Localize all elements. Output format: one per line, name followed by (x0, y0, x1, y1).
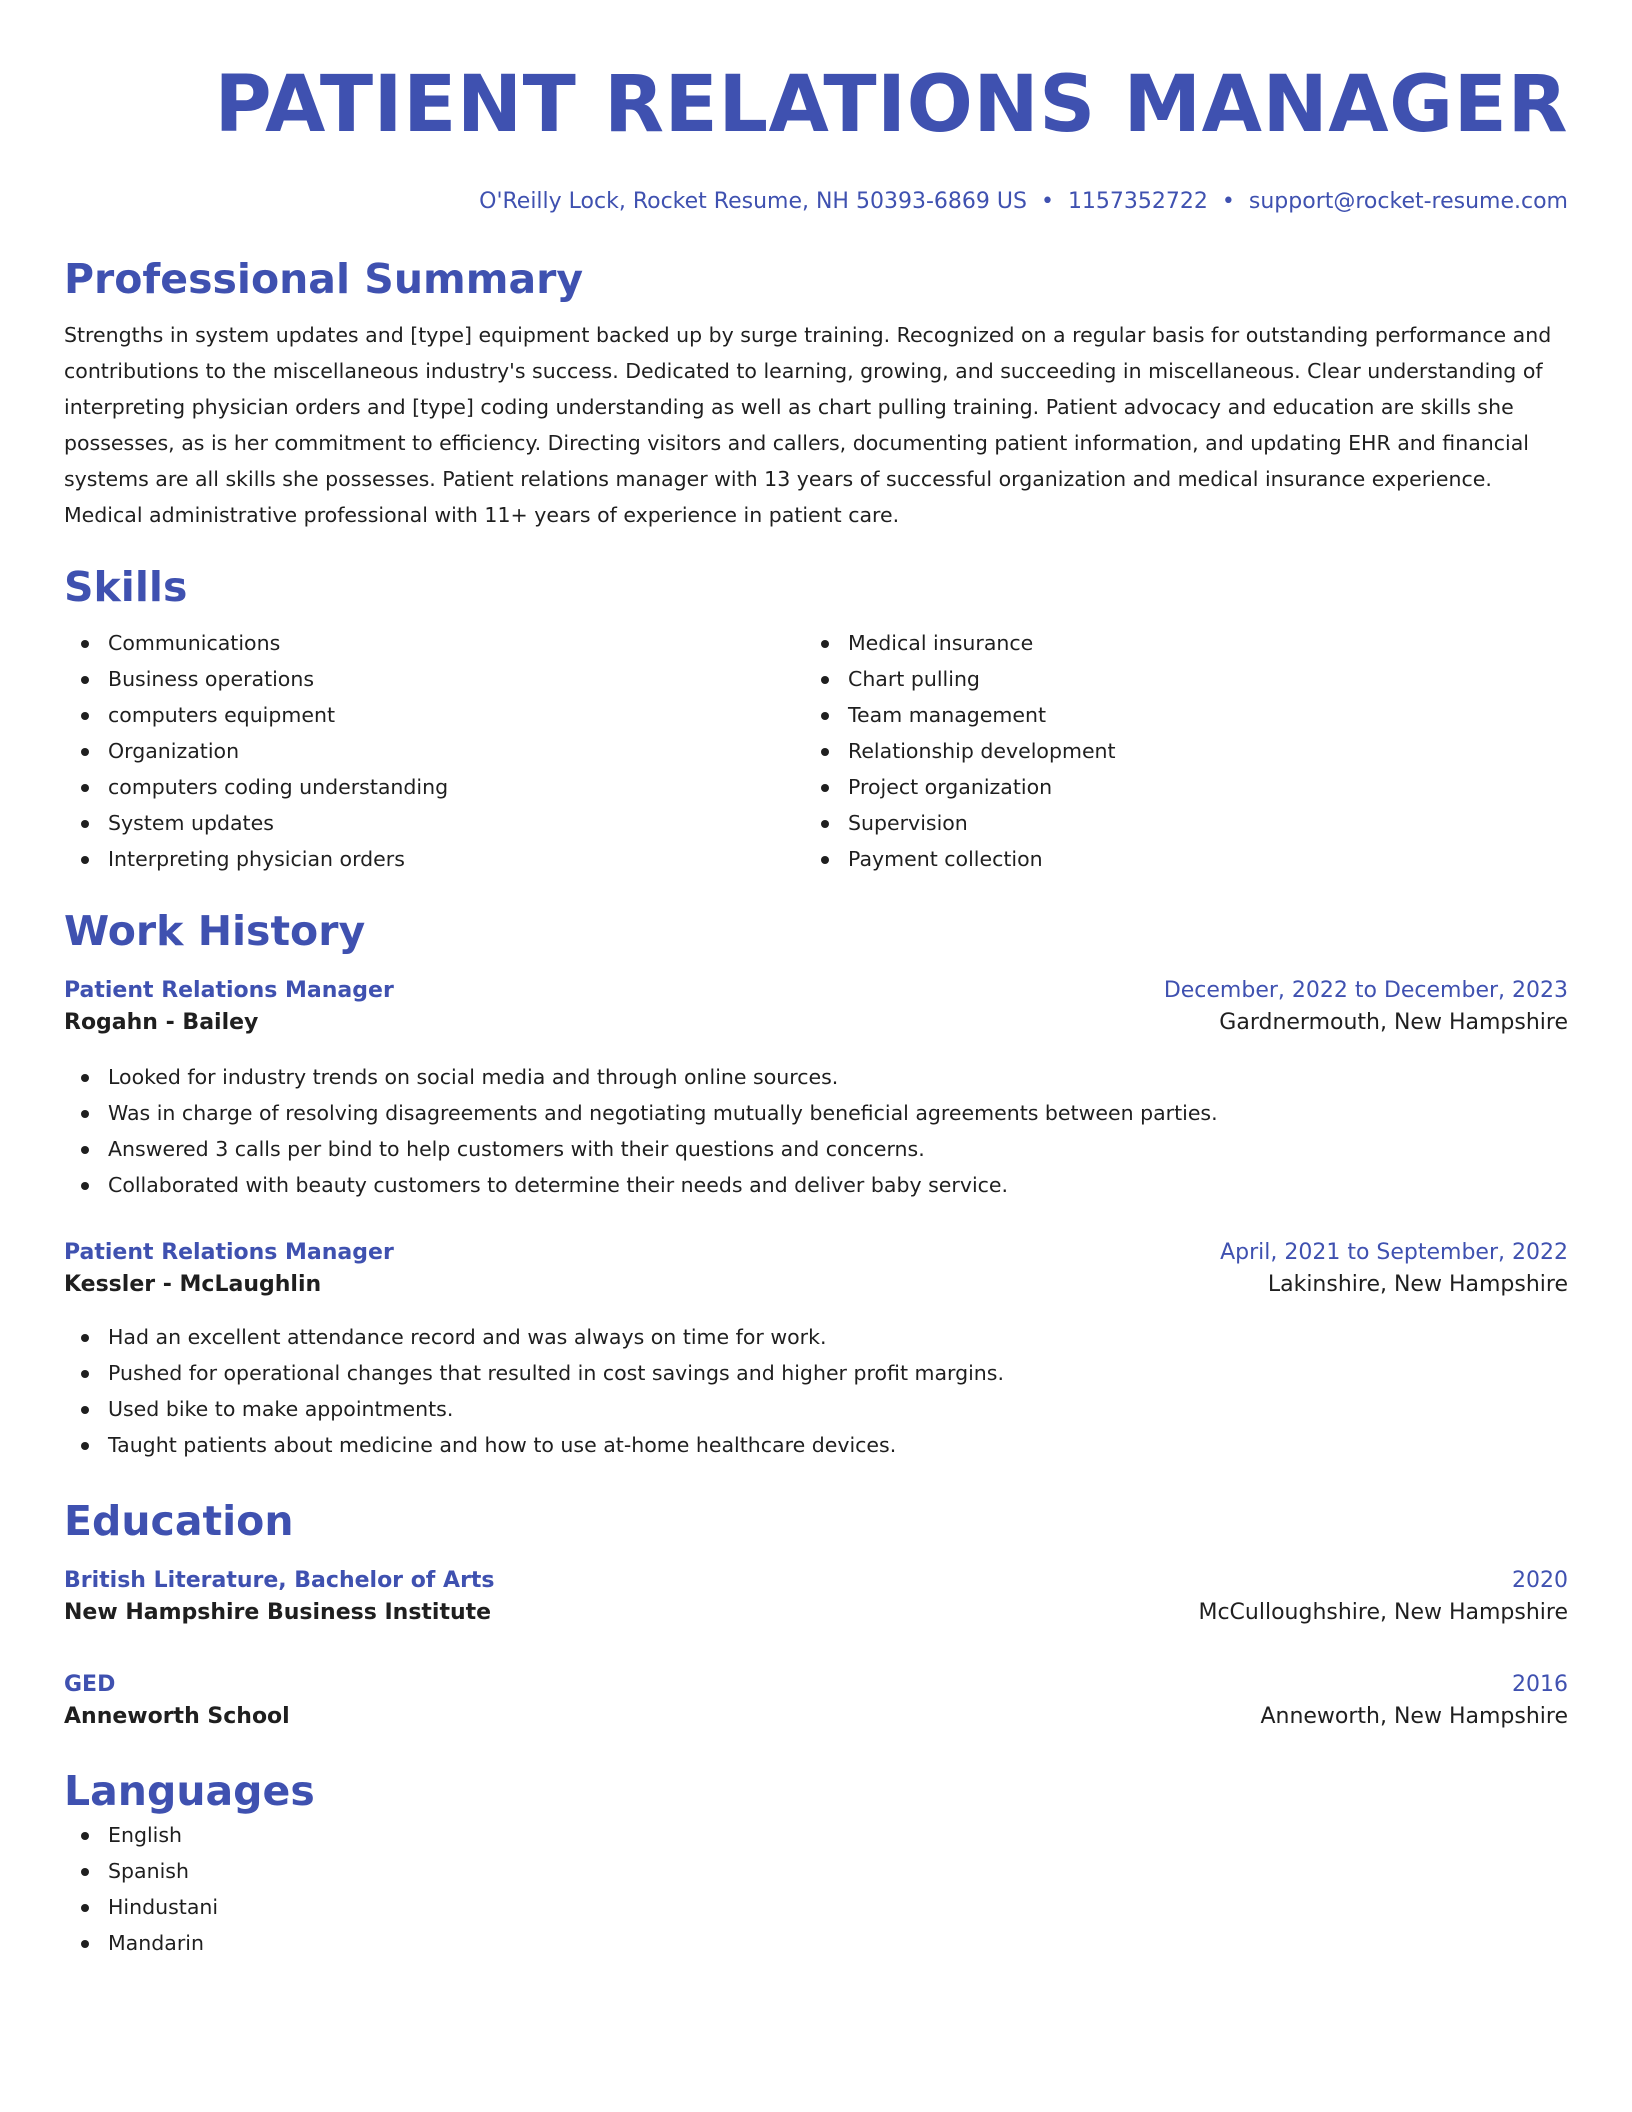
bullet-dot (81, 1370, 89, 1378)
skill-label: Organization (108, 739, 240, 763)
language-item (64, 1925, 1568, 1961)
bullet-dot (81, 1146, 89, 1154)
bullet-dot (81, 856, 89, 864)
skill-label: Team management (848, 703, 1047, 727)
job-company: Kessler - McLaughlin (64, 1272, 322, 1297)
skill-item (64, 769, 804, 805)
education-school: New Hampshire Business Institute (64, 1600, 492, 1625)
skills-right-list (804, 625, 1544, 877)
skill-item (804, 625, 1544, 661)
education-year: 2016 (1512, 1672, 1568, 1697)
skills-columns (64, 625, 1568, 877)
bullet-dot (81, 640, 89, 648)
bullet-dot (81, 1406, 89, 1414)
job-bullet (64, 1319, 1568, 1355)
bullet-dot (81, 748, 89, 756)
contact-separator: • (1221, 189, 1235, 214)
language-label: Mandarin (108, 1931, 204, 1955)
language-label: Hindustani (108, 1895, 219, 1919)
job-header-row (64, 975, 1568, 1007)
skill-label: System updates (108, 811, 274, 835)
job-entry (64, 975, 1568, 1203)
language-item (64, 1853, 1568, 1889)
contact-phone: 1157352722 (1067, 189, 1208, 214)
language-item (64, 1889, 1568, 1925)
skill-item (804, 661, 1544, 697)
job-bullet (64, 1427, 1568, 1463)
job-header-row (64, 1237, 1568, 1269)
education-degree: GED (64, 1672, 116, 1697)
job-bullet (64, 1355, 1568, 1391)
job-bullet (64, 1167, 1568, 1203)
job-title: Patient Relations Manager (64, 1240, 394, 1265)
skill-item (64, 625, 804, 661)
skill-item (64, 697, 804, 733)
bullet-dot (81, 712, 89, 720)
skill-label: Medical insurance (848, 631, 1034, 655)
languages-list (64, 1817, 1568, 1961)
education-school-row (64, 1701, 1568, 1733)
bullet-dot (821, 640, 829, 648)
bullet-dot (81, 784, 89, 792)
bullet-dot (81, 1940, 89, 1948)
bullet-dot (821, 856, 829, 864)
job-bullet-text: Was in charge of resolving disagreements and negotiating mutually beneficial agreements between parties. (108, 1101, 1218, 1125)
skill-label: Relationship development (848, 739, 1116, 763)
job-bullet (64, 1059, 1568, 1095)
job-dates: April, 2021 to September, 2022 (1220, 1240, 1568, 1265)
contact-email: support@rocket-resume.com (1248, 189, 1568, 214)
bullet-dot (81, 676, 89, 684)
job-title: Patient Relations Manager (64, 978, 394, 1003)
education-school: Anneworth School (64, 1704, 290, 1729)
skill-item (64, 733, 804, 769)
work-history-heading: Work History (64, 907, 366, 955)
bullet-dot (81, 1442, 89, 1450)
contact-line (64, 187, 1568, 217)
bullet-dot (821, 820, 829, 828)
skill-item (804, 769, 1544, 805)
education-year: 2020 (1512, 1568, 1568, 1593)
bullet-dot (81, 1904, 89, 1912)
skill-label: Communications (108, 631, 281, 655)
bullet-dot (821, 712, 829, 720)
skill-item (64, 841, 804, 877)
skill-item (64, 661, 804, 697)
resume-name: PATIENT RELATIONS MANAGER (214, 60, 1568, 150)
job-company: Rogahn - Bailey (64, 1010, 259, 1035)
job-location: Gardnermouth, New Hampshire (1219, 1010, 1568, 1035)
job-bullets (64, 1319, 1568, 1463)
job-entry (64, 1237, 1568, 1463)
education-degree: British Literature, Bachelor of Arts (64, 1568, 495, 1593)
education-entry (64, 1565, 1568, 1629)
job-company-row (64, 1007, 1568, 1039)
job-bullet-text: Pushed for operational changes that resulted in cost savings and higher profit margins. (108, 1361, 1004, 1385)
skills-left-list (64, 625, 804, 877)
skill-label: Interpreting physician orders (108, 847, 405, 871)
bullet-dot (81, 1868, 89, 1876)
contact-address: O'Reilly Lock, Rocket Resume, NH 50393-6869 US (479, 189, 1027, 214)
education-entry (64, 1669, 1568, 1733)
job-location: Lakinshire, New Hampshire (1267, 1272, 1568, 1297)
skill-label: Supervision (848, 811, 968, 835)
bullet-dot (81, 820, 89, 828)
bullet-dot (81, 1110, 89, 1118)
job-bullet (64, 1131, 1568, 1167)
language-item (64, 1817, 1568, 1853)
skill-label: Chart pulling (848, 667, 980, 691)
skill-item (804, 805, 1544, 841)
skills-heading: Skills (64, 563, 188, 611)
bullet-dot (81, 1182, 89, 1190)
contact-separator: • (1040, 189, 1054, 214)
skill-item (804, 733, 1544, 769)
job-bullet-text: Taught patients about medicine and how to use at-home healthcare devices. (108, 1433, 897, 1457)
skill-item (64, 805, 804, 841)
bullet-dot (81, 1074, 89, 1082)
skill-label: Project organization (848, 775, 1053, 799)
job-bullet-text: Used bike to make appointments. (108, 1397, 454, 1421)
job-company-row (64, 1269, 1568, 1301)
skill-label: Payment collection (848, 847, 1043, 871)
education-header-row (64, 1565, 1568, 1597)
skill-label: computers coding understanding (108, 775, 449, 799)
job-bullet (64, 1095, 1568, 1131)
bullet-dot (81, 1832, 89, 1840)
language-label: English (108, 1823, 183, 1847)
summary-text: Strengths in system updates and [type] equipment backed up by surge training. Recognized on a regular basis for outstanding performance and contributions to the miscellaneous industry's success. Dedicated to learning, growing, and succeeding in miscellaneous. Clear understanding of interpreting physician orders and [type] coding understanding as well as chart pulling training. Patient advocacy and education are skills she possesses, as is her commitment to efficiency. Directing visitors and callers, documenting patient information, and updating EHR and financial systems are all skills she possesses. Patient relations manager with 13 years of successful organization and medical insurance experience. Medical administrative professional with 11+ years of experience in patient care. (64, 323, 1552, 527)
job-bullet-text: Looked for industry trends on social media and through online sources. (108, 1065, 839, 1089)
education-heading: Education (64, 1497, 294, 1545)
job-dates: December, 2022 to December, 2023 (1163, 978, 1568, 1003)
job-bullet-text: Answered 3 calls per bind to help customers with their questions and concerns. (108, 1137, 925, 1161)
education-school-row (64, 1597, 1568, 1629)
education-location: McCulloughshire, New Hampshire (1198, 1600, 1568, 1625)
language-label: Spanish (108, 1859, 189, 1883)
bullet-dot (81, 1334, 89, 1342)
education-header-row (64, 1669, 1568, 1701)
bullet-dot (821, 784, 829, 792)
job-bullet-text: Collaborated with beauty customers to determine their needs and deliver baby service. (108, 1173, 1009, 1197)
skill-label: computers equipment (108, 703, 336, 727)
job-bullets (64, 1059, 1568, 1203)
summary-heading: Professional Summary (64, 255, 584, 303)
skill-item (804, 841, 1544, 877)
education-location: Anneworth, New Hampshire (1260, 1704, 1568, 1729)
bullet-dot (821, 676, 829, 684)
job-bullet (64, 1391, 1568, 1427)
languages-heading: Languages (64, 1767, 315, 1815)
job-bullet-text: Had an excellent attendance record and was always on time for work. (108, 1325, 827, 1349)
bullet-dot (821, 748, 829, 756)
skill-item (804, 697, 1544, 733)
skill-label: Business operations (108, 667, 315, 691)
